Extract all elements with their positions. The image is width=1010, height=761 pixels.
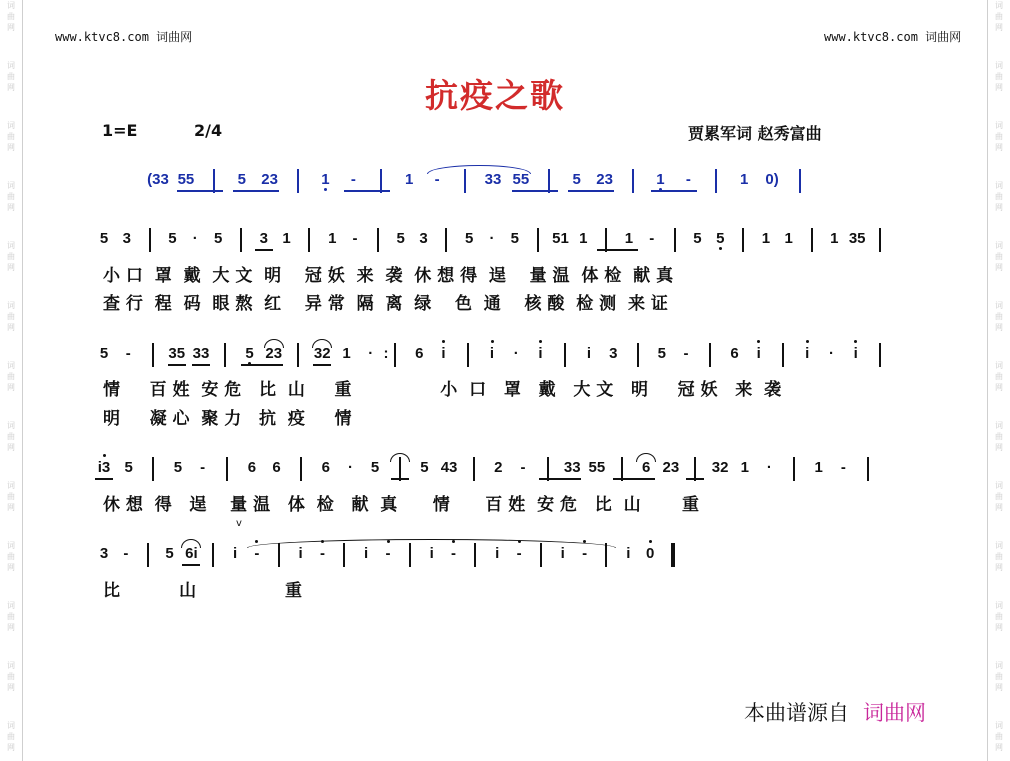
note: 55 — [512, 171, 530, 188]
barline — [799, 169, 801, 193]
score-line-3 — [0, 451, 1010, 485]
note: 33 — [563, 459, 581, 476]
note: i — [850, 337, 862, 371]
note: i — [232, 545, 238, 562]
edge-watermark-glyphs: 词 曲 网 — [7, 661, 15, 692]
high-octave-dot — [442, 340, 445, 343]
lyrics-line-2-verse-1: 情 百 姓 安 危 比 山 重 小 口 罩 戴 大 文 明 冠 妖 来 袭 — [103, 380, 782, 400]
source-footer — [744, 697, 926, 727]
edge-watermark-glyphs: 词 曲 网 — [7, 241, 15, 272]
note: 5 — [510, 230, 519, 247]
high-octave-dot — [649, 540, 652, 543]
edge-watermark-glyphs: 词 曲 网 — [7, 601, 15, 632]
lyrics-line-3: 休 想 得 逞 量 温 体 检 献 真 情 百 姓 安 危 比 山 重 — [103, 495, 700, 515]
score-line-4 — [0, 537, 1010, 571]
note: 5 — [714, 222, 726, 256]
key-signature: 1=E — [102, 121, 138, 140]
note: 32 — [313, 345, 331, 362]
edge-watermark-glyphs: 词 曲 网 — [7, 61, 15, 92]
edge-watermark-glyphs: 词 曲 网 — [7, 181, 15, 212]
note: i — [626, 545, 631, 562]
note: 33 — [484, 171, 502, 188]
site-name-left: 词曲网 — [156, 30, 193, 44]
high-octave-dot — [255, 540, 258, 543]
augmentation-dot: · — [829, 345, 834, 362]
beam-underline — [391, 478, 409, 480]
augmentation-dot: · — [192, 230, 198, 247]
note: 1 — [328, 230, 337, 247]
edge-watermark-glyphs: 词 曲 网 — [7, 1, 15, 32]
credits: 贾累军词 赵秀富曲 — [688, 124, 822, 143]
edge-watermark-glyphs: 词 曲 网 — [995, 541, 1003, 572]
barline — [224, 343, 226, 367]
barline — [226, 457, 228, 481]
tie-arc — [636, 453, 656, 462]
note: i — [364, 545, 369, 562]
edge-watermark-glyphs: 词 曲 网 — [7, 541, 15, 572]
note: 0 — [644, 537, 656, 571]
edge-watermark-glyphs: 词 曲 网 — [995, 661, 1003, 692]
beam-underline — [233, 190, 279, 192]
note: 51 — [552, 230, 569, 247]
barline — [300, 457, 302, 481]
time-signature: 2/4 — [194, 121, 223, 140]
barline — [467, 343, 469, 367]
barline — [308, 228, 310, 252]
hold-dash: - — [123, 545, 129, 562]
hold-dash: - — [200, 459, 206, 476]
note: 5 — [420, 459, 429, 476]
note: 6 — [247, 459, 257, 476]
note: 5 — [572, 171, 581, 188]
note: 1 — [761, 230, 771, 247]
beam-underline — [686, 478, 704, 480]
barline — [709, 343, 711, 367]
note: 35 — [848, 230, 866, 247]
augmentation-dot: · — [766, 459, 772, 476]
site-url-left: www.ktvc8.com — [55, 30, 149, 44]
note: 5 — [165, 545, 174, 562]
high-octave-dot — [491, 340, 494, 343]
barline — [793, 457, 795, 481]
lyrics-line-4: 比 山 重 — [103, 581, 302, 601]
hold-dash: - — [125, 345, 131, 362]
note: 1 — [342, 345, 351, 362]
note: 55 — [177, 171, 195, 188]
note: 43 — [440, 459, 458, 476]
note: 55 — [588, 459, 606, 476]
edge-watermark-glyphs: 词 曲 网 — [7, 421, 15, 452]
note: i — [560, 545, 565, 562]
high-octave-dot — [539, 340, 542, 343]
site-url-right: www.ktvc8.com — [824, 30, 918, 44]
edge-watermark-glyphs: 词 曲 网 — [995, 721, 1003, 752]
beam-underline — [651, 190, 697, 192]
note: 5 — [693, 230, 702, 247]
edge-watermark-glyphs: 词 曲 网 — [7, 361, 15, 392]
note: 5 — [237, 171, 246, 188]
note: 1 — [282, 230, 291, 247]
final-barline — [671, 543, 675, 567]
note: 6 — [415, 345, 424, 362]
hold-dash: - — [840, 459, 846, 476]
note: 1 — [784, 230, 793, 247]
source-site-link[interactable]: 词曲网 — [863, 701, 926, 725]
barline — [149, 228, 151, 252]
high-octave-dot — [103, 454, 106, 457]
barline — [152, 343, 154, 367]
score-line-1 — [0, 222, 1010, 256]
barline — [811, 228, 813, 252]
tie-arc — [390, 453, 410, 462]
barline — [152, 457, 154, 481]
edge-watermark-glyphs: 词 曲 网 — [995, 241, 1003, 272]
barline — [297, 169, 299, 193]
song-title: 抗疫之歌 — [425, 76, 565, 115]
edge-watermark-glyphs: 词 曲 网 — [995, 481, 1003, 512]
beam-underline — [539, 478, 582, 480]
note: 6 — [321, 459, 330, 476]
note: i — [753, 337, 765, 371]
note: 6 — [730, 345, 739, 362]
note: 3 — [419, 230, 428, 247]
note: i — [495, 545, 500, 562]
note: i — [586, 345, 592, 362]
low-octave-dot — [719, 247, 722, 250]
source-label: 本曲谱源自 — [744, 701, 849, 725]
note: 5 — [99, 230, 109, 247]
note: 5 — [168, 230, 177, 247]
edge-watermark-glyphs: 词 曲 网 — [995, 121, 1003, 152]
barline — [445, 228, 447, 252]
barline — [537, 228, 539, 252]
beam-underline — [95, 478, 113, 480]
note: 6i — [185, 545, 198, 562]
note: i — [801, 337, 813, 371]
barline — [377, 228, 379, 252]
edge-watermark-glyphs: 词 曲 网 — [7, 721, 15, 752]
note: 3 — [122, 230, 131, 247]
note: 5 — [465, 230, 474, 247]
note: 5 — [173, 459, 183, 476]
note: 5 — [657, 345, 666, 362]
note: 5 — [244, 337, 256, 371]
note: 32 — [711, 459, 729, 476]
barline — [632, 169, 634, 193]
beam-underline — [568, 190, 614, 192]
hold-dash: - — [251, 537, 263, 571]
high-octave-dot — [757, 340, 760, 343]
note: 5 — [124, 459, 133, 476]
edge-watermark-glyphs: 词 曲 网 — [995, 1, 1003, 32]
beam-underline — [313, 364, 331, 366]
note: 23 — [265, 345, 283, 362]
note: 1 — [654, 163, 666, 197]
note: i — [438, 337, 450, 371]
note: 2 — [494, 459, 503, 476]
beam-underline — [613, 478, 656, 480]
note: 3 — [259, 230, 268, 247]
barline — [212, 543, 214, 567]
hold-dash: - — [513, 537, 525, 571]
note: 35 — [168, 345, 186, 362]
edge-watermark-glyphs: 词 曲 网 — [995, 301, 1003, 332]
hold-dash: - — [316, 537, 328, 571]
high-octave-dot — [854, 340, 857, 343]
edge-watermark-glyphs: 词 曲 网 — [7, 121, 15, 152]
beam-underline — [168, 364, 186, 366]
barline — [637, 343, 639, 367]
note: i — [486, 337, 498, 371]
low-octave-dot — [324, 188, 327, 191]
note: 1 — [624, 230, 634, 247]
hold-dash: - — [683, 345, 689, 362]
barline — [297, 343, 299, 367]
score-line-intro — [0, 163, 1010, 197]
high-octave-dot — [806, 340, 809, 343]
hold-dash: - — [579, 537, 591, 571]
beam-underline — [177, 190, 223, 192]
note: 23 — [596, 171, 613, 188]
barline — [879, 343, 881, 367]
breath-mark: v — [236, 518, 242, 529]
note: i3 — [94, 451, 114, 485]
note: 6 — [272, 459, 281, 476]
hold-dash: - — [434, 171, 440, 188]
note: 33 — [192, 345, 210, 362]
note: 1 — [814, 459, 823, 476]
repeat-sign: : — [383, 345, 389, 362]
note: i — [298, 545, 303, 562]
barline — [782, 343, 784, 367]
edge-watermark-glyphs: 词 曲 网 — [995, 61, 1003, 92]
note: 5 — [213, 230, 223, 247]
note: 5 — [370, 459, 380, 476]
note: 1 — [319, 163, 331, 197]
site-name-right: 词曲网 — [925, 30, 962, 44]
note: i — [535, 337, 547, 371]
hold-dash: - — [448, 537, 460, 571]
barline — [147, 543, 149, 567]
note: 23 — [662, 459, 680, 476]
edge-watermark-glyphs: 词 曲 网 — [995, 601, 1003, 632]
hold-dash: - — [382, 537, 394, 571]
barline — [564, 343, 566, 367]
barline — [879, 228, 881, 252]
hold-dash: - — [350, 171, 356, 188]
note: 1 — [579, 230, 588, 247]
site-watermark-left — [55, 28, 192, 45]
augmentation-dot: · — [347, 459, 353, 476]
note: 1 — [740, 459, 749, 476]
edge-watermark-glyphs: 词 曲 网 — [995, 181, 1003, 212]
note: (33 — [147, 171, 169, 188]
note: 5 — [99, 345, 109, 362]
hold-dash: - — [352, 230, 358, 247]
barline — [674, 228, 676, 252]
barline — [473, 457, 475, 481]
edge-watermark-glyphs: 词 曲 网 — [995, 361, 1003, 392]
barline — [715, 169, 717, 193]
lyrics-line-1-verse-2: 查 行 程 码 眼 熬 红 异 常 隔 离 绿 色 通 核 酸 检 测 来 证 — [103, 294, 668, 314]
note: 1 — [830, 230, 839, 247]
note: 0) — [765, 171, 779, 188]
hold-dash: - — [520, 459, 526, 476]
beam-underline — [597, 249, 638, 251]
beam-underline — [344, 190, 390, 192]
beam-underline — [512, 190, 558, 192]
note: 23 — [261, 171, 278, 188]
barline — [394, 343, 396, 367]
lyrics-line-2-verse-2: 明 凝 心 聚 力 抗 疫 情 — [103, 409, 352, 429]
augmentation-dot: · — [489, 230, 495, 247]
barline — [742, 228, 744, 252]
lyrics-line-1-verse-1: 小 口 罩 戴 大 文 明 冠 妖 来 袭 休 想 得 逞 量 温 体 检 献 真 — [103, 266, 674, 286]
hold-dash: - — [685, 171, 691, 188]
edge-watermark-glyphs: 词 曲 网 — [995, 421, 1003, 452]
augmentation-dot: · — [513, 345, 519, 362]
note: i — [429, 545, 434, 562]
site-watermark-right — [824, 28, 961, 45]
note: 3 — [609, 345, 618, 362]
barline — [240, 228, 242, 252]
hold-dash: - — [649, 230, 655, 247]
score-line-2 — [0, 337, 1010, 371]
note: 1 — [740, 171, 749, 188]
beam-underline — [255, 249, 273, 251]
augmentation-dot: · — [368, 345, 374, 362]
note: 3 — [99, 545, 109, 562]
note: 6 — [642, 459, 651, 476]
beam-underline — [241, 364, 283, 366]
beam-underline — [192, 364, 210, 366]
beam-underline — [182, 564, 200, 566]
note: 1 — [405, 171, 414, 188]
edge-watermark-glyphs: 词 曲 网 — [7, 481, 15, 512]
edge-watermark-glyphs: 词 曲 网 — [7, 301, 15, 332]
barline — [867, 457, 869, 481]
note: 5 — [396, 230, 405, 247]
